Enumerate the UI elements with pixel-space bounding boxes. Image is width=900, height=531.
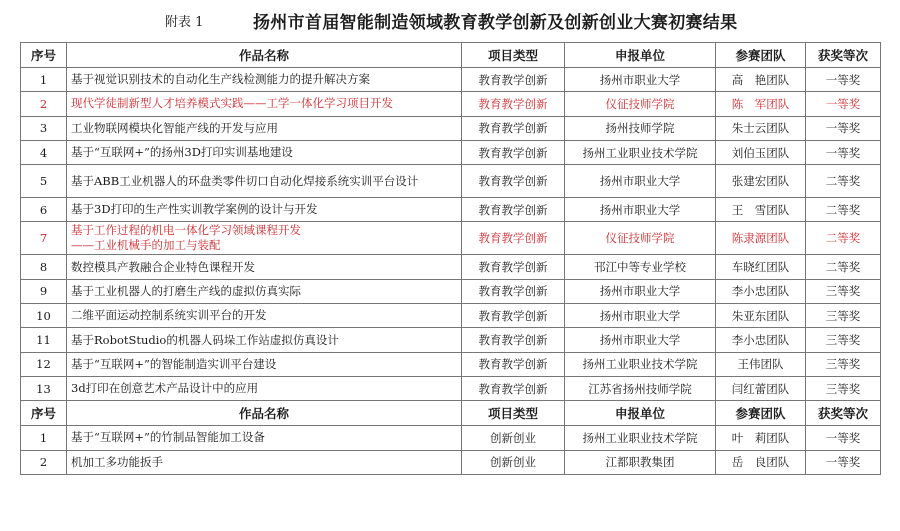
row-type: 创新创业: [462, 450, 565, 474]
table-row: [21, 116, 881, 140]
row-type: 教育教学创新: [462, 376, 565, 400]
row-award: 一等奖: [806, 68, 881, 92]
row-name: [67, 352, 462, 376]
row-team: 朱士云团队: [716, 116, 806, 140]
row-award: 二等奖: [806, 198, 881, 222]
row-award: 三等奖: [806, 328, 881, 352]
row-type: 教育教学创新: [462, 92, 565, 116]
row-name: [67, 450, 462, 474]
header-type: 项目类型: [462, 401, 565, 426]
table-row: [21, 140, 881, 164]
row-name: [67, 279, 462, 303]
row-name-line: 工业物联网模块化智能产线的开发与应用: [71, 120, 278, 135]
row-name-line: 基于RobotStudio的机器人码垛工作站虚拟仿真设计: [71, 332, 339, 347]
header-type: 项目类型: [462, 43, 565, 68]
row-team: 刘伯玉团队: [716, 140, 806, 164]
row-award: 三等奖: [806, 304, 881, 328]
results-table-body: [21, 43, 881, 475]
header-no: 序号: [21, 401, 67, 426]
row-name: [67, 255, 462, 279]
row-award: 一等奖: [806, 92, 881, 116]
row-no: 8: [21, 255, 67, 279]
table-row: [21, 255, 881, 279]
results-table: [20, 42, 881, 475]
row-name-line: 基于“互联网+”的智能制造实训平台建设: [71, 356, 277, 371]
table-row: [21, 450, 881, 474]
row-name-line: 现代学徒制新型人才培养模式实践——工学一体化学习项目开发: [71, 96, 393, 111]
row-unit: 扬州工业职业技术学院: [565, 352, 716, 376]
row-type: 教育教学创新: [462, 304, 565, 328]
row-team: 闫红蕾团队: [716, 376, 806, 400]
row-name: [67, 198, 462, 222]
row-award: 三等奖: [806, 352, 881, 376]
row-award: 一等奖: [806, 426, 881, 450]
row-team: 朱亚东团队: [716, 304, 806, 328]
row-no: 2: [21, 92, 67, 116]
header-row-2: [21, 401, 881, 426]
row-name-line: 二维平面运动控制系统实训平台的开发: [71, 308, 267, 323]
row-name: [67, 116, 462, 140]
row-unit: 江都职教集团: [565, 450, 716, 474]
header-team: 参赛团队: [716, 43, 806, 68]
table-row: [21, 92, 881, 116]
row-name-line: 基于ABB工业机器人的环盘类零件切口自动化焊接系统实训平台设计: [71, 173, 419, 188]
row-name: [67, 222, 462, 255]
row-name-line: 基于3D打印的生产性实训教学案例的设计与开发: [71, 202, 318, 217]
row-type: 教育教学创新: [462, 279, 565, 303]
row-name-line: 机加工多功能扳手: [71, 454, 163, 469]
row-name-line: 数控模具产教融合企业特色课程开发: [71, 259, 255, 274]
row-unit: 扬州市职业大学: [565, 165, 716, 198]
row-no: 13: [21, 376, 67, 400]
row-name-line: 基于视觉识别技术的自动化生产线检测能力的提升解决方案: [71, 72, 370, 87]
header-no: 序号: [21, 43, 67, 68]
header-unit: 申报单位: [565, 401, 716, 426]
row-unit: 仪征技师学院: [565, 222, 716, 255]
row-no: 2: [21, 450, 67, 474]
row-name-line: 基于工作过程的机电一体化学习领域课程开发: [71, 223, 301, 238]
row-no: 1: [21, 426, 67, 450]
row-name-line: 基于“互联网+”的竹制品智能加工设备: [71, 430, 265, 445]
row-team: 高 艳团队: [716, 68, 806, 92]
row-name-line: 3d打印在创意艺术产品设计中的应用: [71, 381, 259, 396]
row-award: 一等奖: [806, 140, 881, 164]
row-no: 5: [21, 165, 67, 198]
header-row-1: [21, 43, 881, 68]
row-name-line: 基于工业机器人的打磨生产线的虚拟仿真实际: [71, 283, 301, 298]
row-type: 教育教学创新: [462, 328, 565, 352]
header-unit: 申报单位: [565, 43, 716, 68]
row-no: 11: [21, 328, 67, 352]
row-name: [67, 426, 462, 450]
row-team: 李小忠团队: [716, 328, 806, 352]
row-team: 王伟团队: [716, 352, 806, 376]
row-unit: 扬州市职业大学: [565, 304, 716, 328]
row-type: 教育教学创新: [462, 222, 565, 255]
table-row: [21, 304, 881, 328]
row-unit: 扬州技师学院: [565, 116, 716, 140]
row-unit: 扬州工业职业技术学院: [565, 426, 716, 450]
row-unit: 仪征技师学院: [565, 92, 716, 116]
row-award: 二等奖: [806, 165, 881, 198]
row-team: 王 雪团队: [716, 198, 806, 222]
row-unit: 扬州市职业大学: [565, 328, 716, 352]
table-row: [21, 376, 881, 400]
table-row: [21, 279, 881, 303]
header-name: 作品名称: [67, 43, 462, 68]
table-row: [21, 426, 881, 450]
row-type: 教育教学创新: [462, 68, 565, 92]
row-unit: 扬州市职业大学: [565, 279, 716, 303]
row-award: 一等奖: [806, 116, 881, 140]
row-no: 12: [21, 352, 67, 376]
row-name: [67, 376, 462, 400]
row-unit: 江苏省扬州技师学院: [565, 376, 716, 400]
row-name: [67, 140, 462, 164]
table-row: [21, 222, 881, 255]
row-team: 张建宏团队: [716, 165, 806, 198]
row-award: 三等奖: [806, 279, 881, 303]
header-award: 获奖等次: [806, 43, 881, 68]
row-name: [67, 92, 462, 116]
row-no: 9: [21, 279, 67, 303]
header-team: 参赛团队: [716, 401, 806, 426]
row-team: 叶 莉团队: [716, 426, 806, 450]
row-award: 二等奖: [806, 255, 881, 279]
row-award: 三等奖: [806, 376, 881, 400]
row-name: [67, 165, 462, 198]
row-type: 教育教学创新: [462, 165, 565, 198]
row-name-line-2: ——工业机械手的加工与装配: [71, 238, 221, 253]
row-team: 车晓红团队: [716, 255, 806, 279]
table-row: [21, 68, 881, 92]
row-team: 李小忠团队: [716, 279, 806, 303]
row-no: 4: [21, 140, 67, 164]
row-no: 6: [21, 198, 67, 222]
row-team: 陈隶源团队: [716, 222, 806, 255]
row-type: 教育教学创新: [462, 255, 565, 279]
row-unit: 扬州市职业大学: [565, 198, 716, 222]
row-no: 3: [21, 116, 67, 140]
table-row: [21, 328, 881, 352]
header-name: 作品名称: [67, 401, 462, 426]
row-no: 7: [21, 222, 67, 255]
row-no: 1: [21, 68, 67, 92]
row-unit: 邗江中等专业学校: [565, 255, 716, 279]
row-unit: 扬州工业职业技术学院: [565, 140, 716, 164]
appendix-label: 附表 1: [165, 15, 204, 30]
row-team: 陈 军团队: [716, 92, 806, 116]
row-name-line: 基于“互联网+”的扬州3D打印实训基地建设: [71, 145, 293, 160]
row-type: 教育教学创新: [462, 352, 565, 376]
row-team: 岳 良团队: [716, 450, 806, 474]
table-row: [21, 352, 881, 376]
row-type: 教育教学创新: [462, 198, 565, 222]
header-award: 获奖等次: [806, 401, 881, 426]
row-no: 10: [21, 304, 67, 328]
row-award: 二等奖: [806, 222, 881, 255]
row-type: 创新创业: [462, 426, 565, 450]
row-award: 一等奖: [806, 450, 881, 474]
title-row: [0, 0, 900, 40]
document-title: 扬州市首届智能制造领域教育教学创新及创新创业大赛初赛结果: [253, 13, 738, 33]
row-type: 教育教学创新: [462, 140, 565, 164]
table-row: [21, 165, 881, 198]
row-name: [67, 304, 462, 328]
row-unit: 扬州市职业大学: [565, 68, 716, 92]
row-name: [67, 68, 462, 92]
table-row: [21, 198, 881, 222]
row-name: [67, 328, 462, 352]
row-type: 教育教学创新: [462, 116, 565, 140]
